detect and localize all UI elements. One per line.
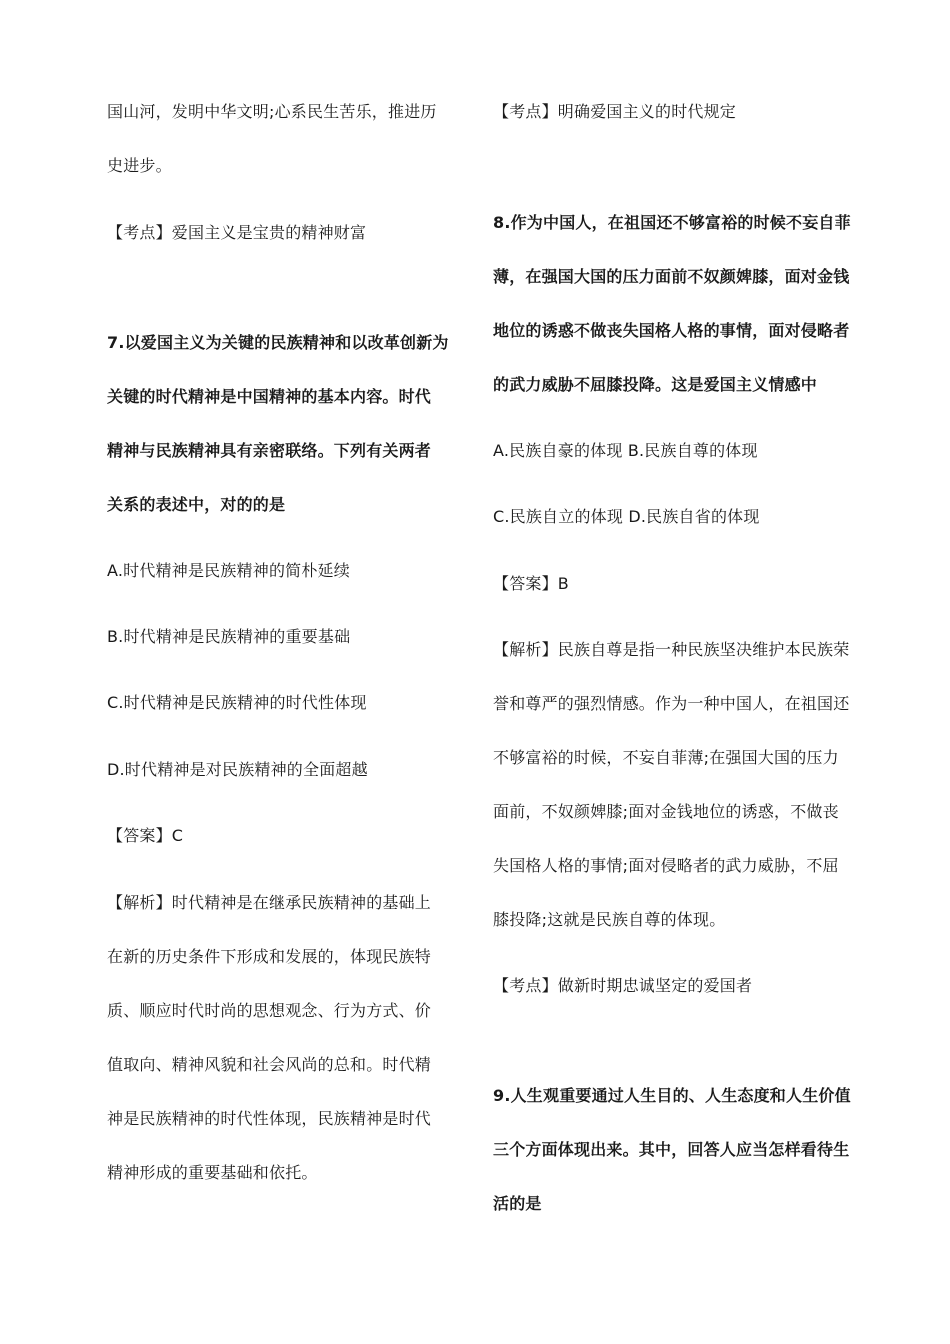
q7-stem-line-1: 7.以爱国主义为关键的民族精神和以改革创新为	[107, 333, 449, 352]
q7-stem-line-3: 精神与民族精神具有亲密联络。下列有关两者	[107, 441, 432, 460]
q9-stem-line-1: 9.人生观重要通过人生目的、人生态度和人生价值	[493, 1086, 851, 1105]
intro-line-1: 国山河，发明中华文明;心系民生苦乐，推进历	[107, 102, 437, 121]
q7-stem-line-4: 关系的表述中，对的的是	[107, 495, 286, 514]
q8-stem-line-2: 薄，在强国大国的压力面前不奴颜婢膝，面对金钱	[493, 267, 850, 286]
q7-analysis-line-5: 神是民族精神的时代性体现，民族精神是时代	[107, 1109, 432, 1128]
q8-analysis-line-5: 失国格人格的事情;面对侵略者的武力威胁，不屈	[493, 856, 839, 875]
q8-answer: 【答案】B	[493, 574, 569, 593]
q8-stem-line-4: 的武力威胁不屈膝投降。这是爱国主义情感中	[493, 375, 818, 394]
q7-analysis-line-3: 质、顺应时代时尚的思想观念、行为方式、价	[107, 1001, 432, 1020]
intro-line-2: 史进步。	[107, 156, 172, 175]
q8-analysis-line-4: 面前，不奴颜婢膝;面对金钱地位的诱惑，不做丧	[493, 802, 839, 821]
q9-stem-line-2: 三个方面体现出来。其中，回答人应当怎样看待生	[493, 1140, 850, 1159]
q8-stem-line-3: 地位的诱惑不做丧失国格人格的事情，面对侵略者	[493, 321, 850, 340]
q7-option-d: D.时代精神是对民族精神的全面超越	[107, 760, 368, 779]
q8-options-cd: C.民族自立的体现 D.民族自省的体现	[493, 507, 760, 526]
q7-analysis-line-4: 值取向、精神风貌和社会风尚的总和。时代精	[107, 1055, 432, 1074]
q7-analysis-line-6: 精神形成的重要基础和依托。	[107, 1163, 318, 1182]
q7-analysis-line-2: 在新的历史条件下形成和发展的，体现民族特	[107, 947, 432, 966]
q7-analysis-line-1: 【解析】时代精神是在继承民族精神的基础上	[107, 893, 432, 912]
q8-analysis-line-2: 誉和尊严的强烈情感。作为一种中国人，在祖国还	[493, 694, 850, 713]
q8-analysis-line-3: 不够富裕的时候，不妄自菲薄;在强国大国的压力	[493, 748, 839, 767]
q8-stem-line-1: 8.作为中国人，在祖国还不够富裕的时候不妄自菲	[493, 213, 851, 232]
q7-stem-line-2: 关键的时代精神是中国精神的基本内容。时代	[107, 387, 432, 406]
q8-analysis-line-6: 膝投降;这就是民族自尊的体现。	[493, 910, 726, 929]
q8-options-ab: A.民族自豪的体现 B.民族自尊的体现	[493, 441, 758, 460]
q8-analysis-line-1: 【解析】民族自尊是指一种民族坚决维护本民族荣	[493, 640, 850, 659]
q9-stem-line-3: 活的是	[493, 1194, 542, 1213]
q7-option-a: A.时代精神是民族精神的简朴延续	[107, 561, 350, 580]
kaodian-7: 【考点】明确爱国主义的时代规定	[493, 102, 737, 121]
q7-answer: 【答案】C	[107, 826, 184, 845]
q7-option-c: C.时代精神是民族精神的时代性体现	[107, 693, 367, 712]
q7-option-b: B.时代精神是民族精神的重要基础	[107, 627, 351, 646]
kaodian-6: 【考点】爱国主义是宝贵的精神财富	[107, 223, 367, 242]
q8-kaodian: 【考点】做新时期忠诚坚定的爱国者	[493, 976, 753, 995]
